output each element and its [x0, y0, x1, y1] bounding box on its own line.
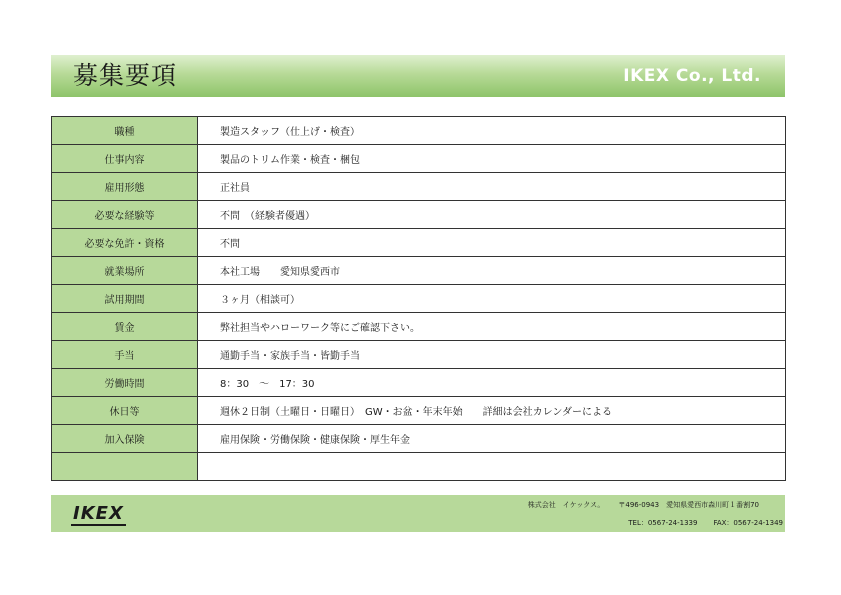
row-value: 弊社担当やハローワーク等にご確認下さい。	[198, 313, 786, 341]
table-row	[52, 369, 786, 397]
page-title: 募集要項	[73, 61, 178, 90]
row-value: 正社員	[198, 173, 786, 201]
table-row	[52, 257, 786, 285]
row-value: 本社工場 愛知県愛西市	[198, 257, 786, 285]
ikex-logo: IKEX	[73, 503, 124, 524]
row-label: 加入保険	[52, 425, 198, 453]
footer-fax: FAX：0567-24-1349	[713, 519, 783, 527]
row-label: 必要な免許・資格	[52, 229, 198, 257]
row-label: 就業場所	[52, 257, 198, 285]
footer-company-address	[514, 501, 759, 510]
table-row	[52, 313, 786, 341]
row-label: 労働時間	[52, 369, 198, 397]
table-row	[52, 229, 786, 257]
row-value: 不問	[198, 229, 786, 257]
table-row	[52, 173, 786, 201]
header-banner	[51, 55, 785, 97]
table-row	[52, 201, 786, 229]
row-value: 製造スタッフ（仕上げ・検査）	[198, 117, 786, 145]
row-value: 雇用保険・労働保険・健康保険・厚生年金	[198, 425, 786, 453]
footer-bar	[51, 495, 785, 532]
row-label: 賃金	[52, 313, 198, 341]
row-value	[198, 453, 786, 481]
row-value: 週休２日制（土曜日・日曜日） GW・お盆・年末年始 詳細は会社カレンダーによる	[198, 397, 786, 425]
row-value: 不問 （経験者優遇）	[198, 201, 786, 229]
row-value: ３ヶ月（相談可）	[198, 285, 786, 313]
footer-contact	[612, 519, 783, 528]
row-label: 試用期間	[52, 285, 198, 313]
table-row	[52, 341, 786, 369]
footer-address: 〒496-0943 愛知県愛西市森川町１番割70	[618, 501, 759, 509]
table-row	[52, 285, 786, 313]
row-value: 8：30 ～ 17：30	[198, 369, 786, 397]
row-label	[52, 453, 198, 481]
row-value: 通勤手当・家族手当・皆勤手当	[198, 341, 786, 369]
footer-company-name: 株式会社 イケックス。	[527, 501, 605, 509]
table-row	[52, 145, 786, 173]
row-label: 必要な経験等	[52, 201, 198, 229]
recruitment-table	[51, 116, 786, 481]
row-label: 仕事内容	[52, 145, 198, 173]
table-row	[52, 397, 786, 425]
table-row	[52, 117, 786, 145]
row-label: 職種	[52, 117, 198, 145]
row-value: 製品のトリム作業・検査・梱包	[198, 145, 786, 173]
footer-tel: TEL：0567-24-1339	[628, 519, 698, 527]
row-label: 手当	[52, 341, 198, 369]
company-name-header: IKEX Co., Ltd.	[623, 66, 761, 86]
row-label: 雇用形態	[52, 173, 198, 201]
table-row-empty	[52, 453, 786, 481]
table-row	[52, 425, 786, 453]
row-label: 休日等	[52, 397, 198, 425]
